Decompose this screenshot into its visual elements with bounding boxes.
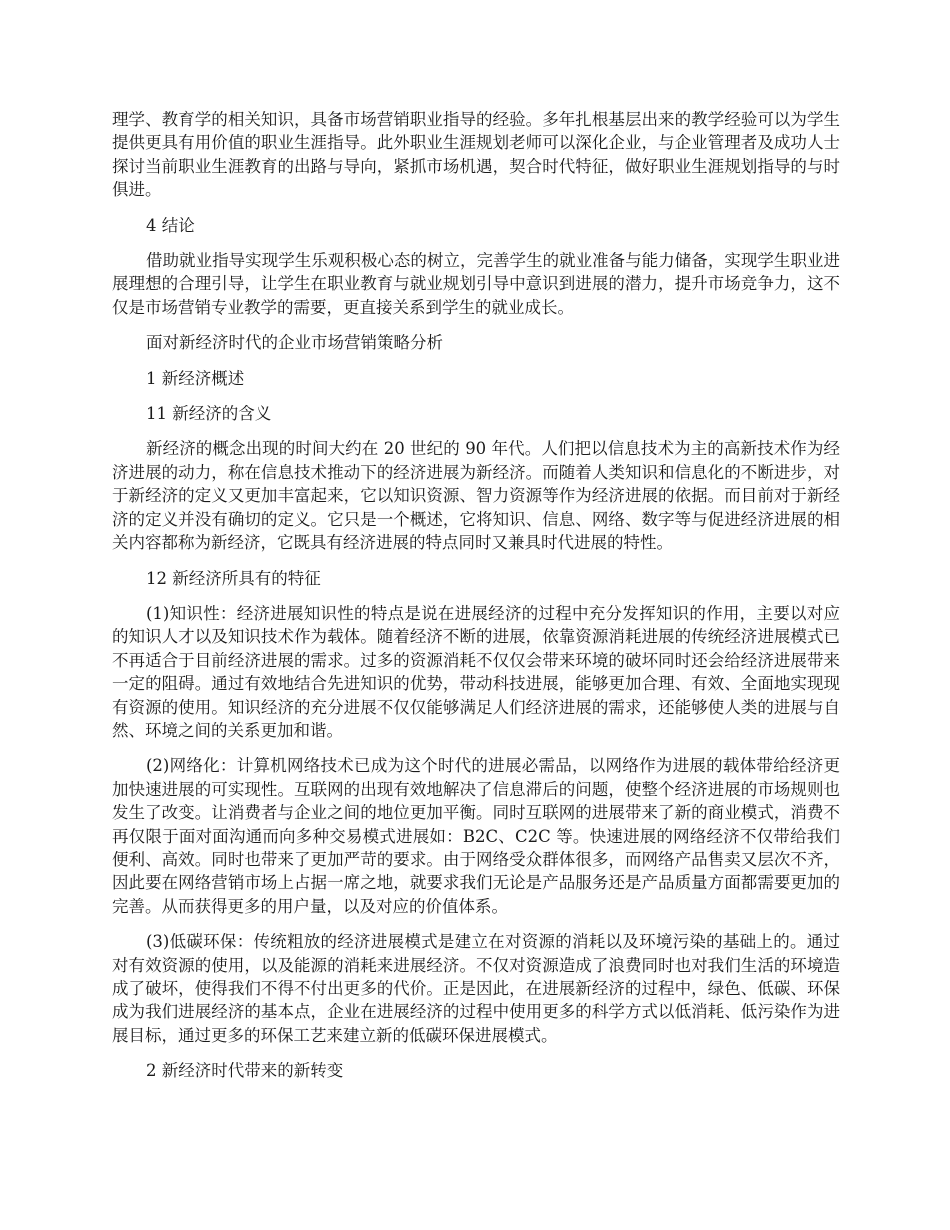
article-title: 面对新经济时代的企业市场营销策略分析 bbox=[146, 333, 443, 353]
heading-new-changes: 2 新经济时代带来的新转变 bbox=[146, 1061, 344, 1081]
paragraph-conclusion: 借助就业指导实现学生乐观积极心态的树立，完善学生的就业准备与能力储备，实现学生职业进展理想的合理引导，让学生在职业教育与就业规划引导中意识到进展的潜力，提升市场竞争力，这不仅是市场营销专业教学的需要，更直接关系到学生的就业成长。 bbox=[112, 251, 840, 317]
heading-new-economy-features: 12 新经济所具有的特征 bbox=[146, 568, 321, 588]
paragraph-networking: (2)网络化：计算机网络技术已成为这个时代的进展必需品，以网络作为进展的载体带给经济更加快速进展的可实现性。互联网的出现有效地解决了信息滞后的问题，使整个经济进展的市场规则也发生了改变。让消费者与企业之间的地位更加平衡。同时互联网的进展带来了新的商业模式，消费不再仅限于面对面沟通而向多种交易模式进展如：B2C、C2C 等。快速进展的网络经济不仅带给我们便利、高效。同时也带来了更加严苛的要求。由于网络受众群体很多，而网络产品售卖又层次不齐，因此要在网络营销市场上占据一席之地，就要求我们无论是产品服务还是产品质量方面都需要更加的完善。从而获得更多的用户量，以及对应的价值体系。 bbox=[112, 756, 840, 916]
heading-new-economy-overview: 1 新经济概述 bbox=[146, 368, 245, 388]
heading-new-economy-meaning: 11 新经济的含义 bbox=[146, 404, 272, 424]
paragraph-low-carbon: (3)低碳环保：传统粗放的经济进展模式是建立在对资源的消耗以及环境污染的基础上的。通过对有效资源的使用，以及能源的消耗来进展经济。不仅对资源造成了浪费同时也对我们生活的环境造成了破坏，使得我们不得不付出更多的代价。正是因此，在进展新经济的过程中，绿色、低碳、环保成为我们进展经济的基本点，企业在进展经济的过程中使用更多的科学方式以低消耗、低污染作为进展目标，通过更多的环保工艺来建立新的低碳环保进展模式。 bbox=[112, 932, 840, 1045]
paragraph-new-economy-meaning: 新经济的概念出现的时间大约在 20 世纪的 90 年代。人们把以信息技术为主的高新技术作为经济进展的动力，称在信息技术推动下的经济进展为新经济。而随着人类知识和信息化的不断进步，对于新经济的定义又更加丰富起来，它以知识资源、智力资源等作为经济进展的依据。而目前对于新经济的定义并没有确切的定义。它只是一个概述，它将知识、信息、网络、数字等与促进经济进展的相关内容都称为新经济，它既具有经济进展的特点同时又兼具时代进展的特性。 bbox=[112, 439, 840, 553]
paragraph-knowledge: (1)知识性：经济进展知识性的特点是说在进展经济的过程中充分发挥知识的作用，主要以对应的知识人才以及知识技术作为载体。随着经济不断的进展，依靠资源消耗进展的传统经济进展模式已不再适合于目前经济进展的需求。过多的资源消耗不仅仅会带来环境的破坏同时还会给经济进展带来一定的阻碍。通过有效地结合先进知识的优势，带动科技进展，能够更加合理、有效、全面地实现现有资源的使用。知识经济的充分进展不仅仅能够满足人们经济进展的需求，还能够使人类的进展与自然、环境之间的关系更加和谐。 bbox=[112, 603, 840, 740]
paragraph-career-guidance: 理学、教育学的相关知识，具备市场营销职业指导的经验。多年扎根基层出来的教学经验可以为学生提供更具有用价值的职业生涯指导。此外职业生涯规划老师可以深化企业，与企业管理者及成功人士探讨当前职业生涯教育的出路与导向，紧抓市场机遇，契合时代特征，做好职业生涯规划指导的与时俱进。 bbox=[112, 110, 840, 200]
heading-conclusion: 4 结论 bbox=[146, 215, 195, 235]
document-body bbox=[112, 108, 840, 1095]
